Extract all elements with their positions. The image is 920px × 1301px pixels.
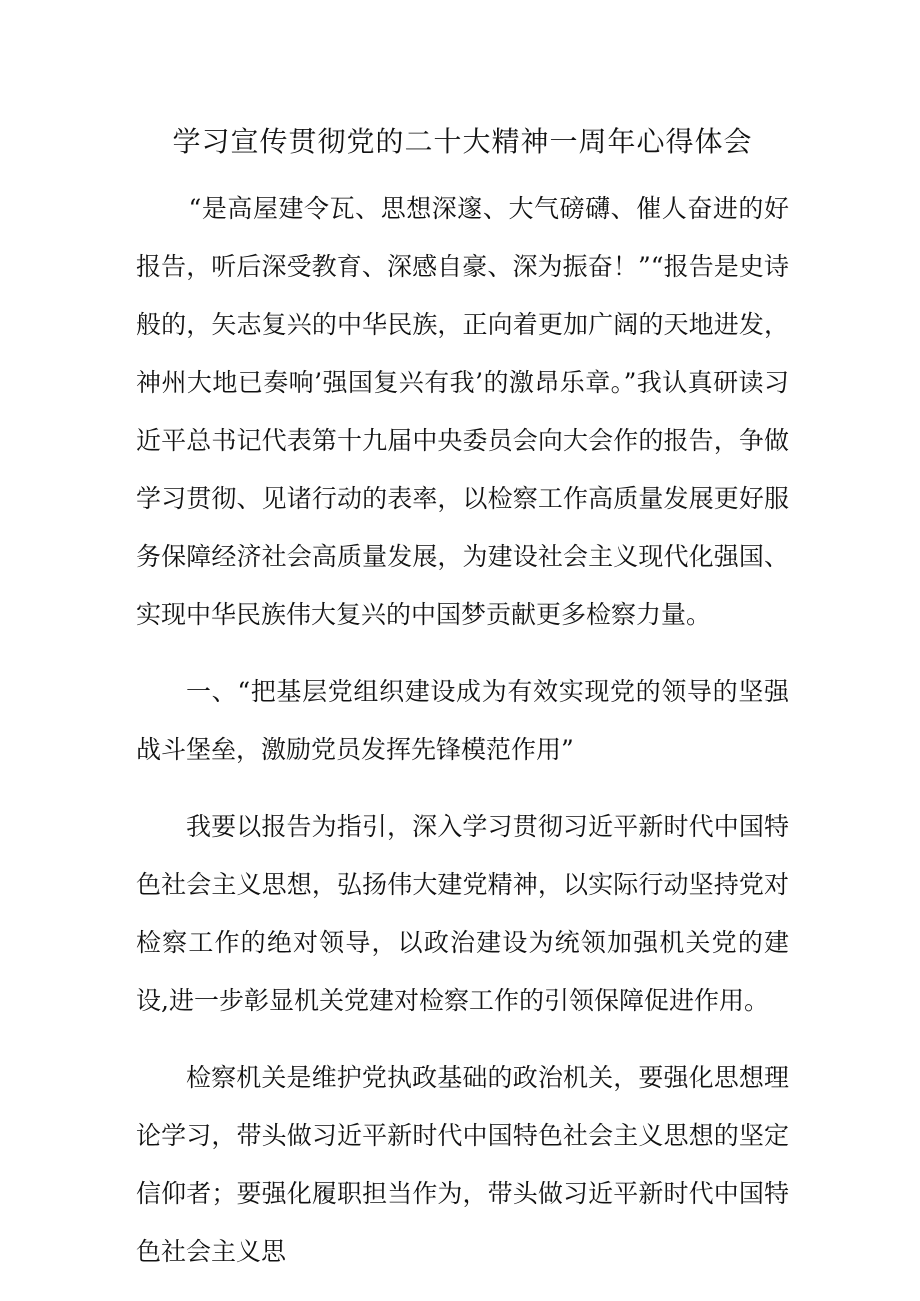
paragraph-procuratorate: 检察机关是维护党执政基础的政治机关，要强化思想理论学习，带头做习近平新时代中国特色社会主义思想的坚定信仰者；要强化履职担当作为，带头做习近平新时代中国特色社会主义思 — [136, 1063, 789, 1267]
paragraph-intro: “是高屋建令瓦、思想深邃、大气磅礴、催人奋进的好报告，听后深受教育、深感自豪、深为振奋！”“报告是史诗般的，矢志复兴的中华民族，正向着更加广阔的天地进发，神州大地已奏响’强国复兴有我’的激昂乐章。”我认真研读习近平总书记代表第十九届中央委员会向大会作的报告，争做学习贯彻、见诸行动的表率，以检察工作高质量发展更好服务保障经济社会高质量发展，为建设社会主义现代化强国、实现中华民族伟大复兴的中国梦贡献更多检察力量。 — [136, 194, 789, 630]
section-heading-one: 一、“把基层党组织建设成为有效实现党的领导的坚强战斗堡垒，激励党员发挥先锋模范作用” — [136, 677, 789, 765]
paragraph-section-one-body: 我要以报告为指引，深入学习贯彻习近平新时代中国特色社会主义思想，弘扬伟大建党精神，以实际行动坚持党对检察工作的绝对领导，以政治建设为统领加强机关党的建设,进一步彰显机关党建对检察工作的引领保障促进作用。 — [136, 812, 789, 1016]
document-title: 学习宣传贯彻党的二十大精神一周年心得体会 — [172, 125, 753, 158]
